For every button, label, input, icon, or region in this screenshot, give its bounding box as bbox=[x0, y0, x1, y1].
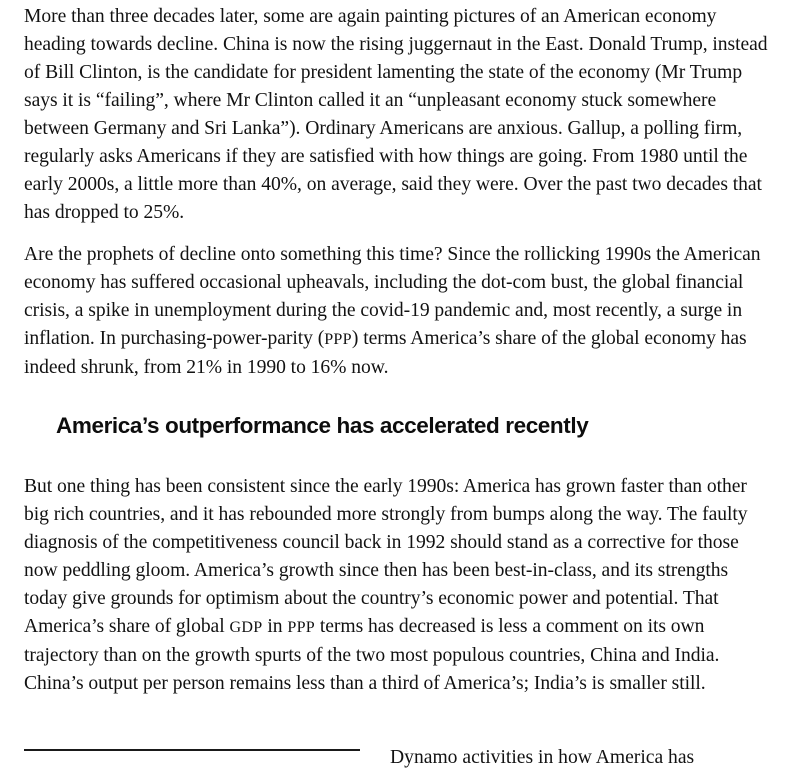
cut-off-text-line: Dynamo activities in how America has bbox=[390, 747, 695, 768]
ppp-abbreviation: PPP bbox=[324, 331, 352, 348]
article-paragraph bbox=[24, 241, 772, 382]
paragraph-text: in bbox=[262, 616, 288, 637]
article-paragraph bbox=[24, 473, 772, 698]
paragraph-text: More than three decades later, some are again painting pictures of an American economy heading towards decline. China is now the rising juggernaut in the East. Donald Trump, instead of Bill Clinton, is the candidate for president lamenting the state of the economy (Mr Trump says it is “failing”, where Mr Clinton called it an “unpleasant economy stuck somewhere between Germany and Sri Lanka”). Ordinary Americans are anxious. Gallup, a polling firm, regularly asks Americans if they are satisfied with how things are going. From 1980 until the early 2000s, a little more than 40%, on average, said they were. Over the past two decades that has dropped to 25%. bbox=[24, 6, 768, 223]
gdp-abbreviation: GDP bbox=[229, 619, 263, 636]
ppp-abbreviation: PPP bbox=[287, 619, 316, 636]
section-subheading: America’s outperformance has accelerated recently bbox=[56, 413, 589, 438]
paragraph-text: Are the prophets of decline onto something this time? Since the rollicking 1990s the American economy has suffered occasional upheavals, including the dot-com bust, the global financial crisis, a spike in unemployment during the covid-19 pandemic and, most recently, a surge in inflation. In purchasing-power-parity ( bbox=[24, 244, 761, 349]
cut-off-text bbox=[390, 743, 770, 768]
paragraph-text: terms has decreased is less a comment on its own trajectory than on the growth spurts of the two most populous countries, China and India. China’s output per person remains less than a third of America’s; India’s is smaller still. bbox=[24, 616, 720, 694]
paragraph-text: ) terms America’s share of the global economy has indeed shrunk, from 21% in 1990 to 16% now. bbox=[24, 328, 747, 378]
section-divider bbox=[24, 749, 360, 751]
article-paragraph bbox=[24, 3, 772, 227]
paragraph-text: But one thing has been consistent since the early 1990s: America has grown faster than other big rich countries, and it has rebounded more strongly from bumps along the way. The faulty diagnosis of the competitiveness council back in 1992 should stand as a corrective for those now peddling gloom. America’s growth since then has been best-in-class, and its strengths today give grounds for optimism about the country’s economic power and potential. That America’s share of global bbox=[24, 476, 748, 637]
